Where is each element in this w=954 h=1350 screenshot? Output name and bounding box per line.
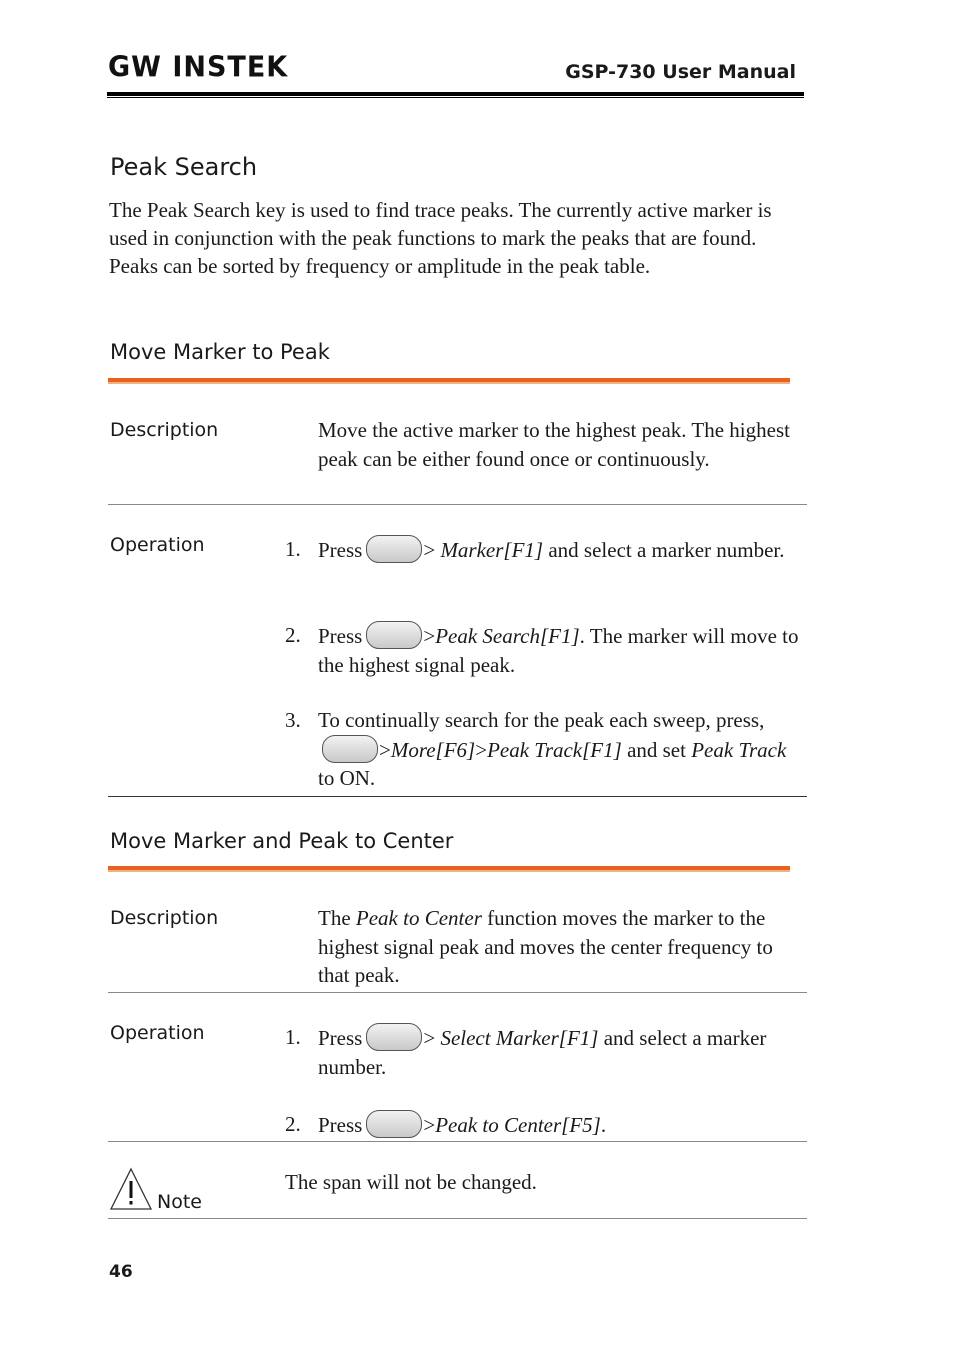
description-text bbox=[318, 904, 802, 990]
step-setting-peak-track: Peak Track bbox=[691, 737, 787, 762]
description-label: Description bbox=[110, 907, 219, 929]
step-command: Marker[F1] bbox=[435, 538, 544, 562]
step-number: 3. bbox=[285, 708, 301, 732]
row-divider bbox=[108, 1218, 807, 1219]
step-text: To continually search for the peak each sweep, press, bbox=[318, 708, 765, 732]
warning-icon bbox=[109, 1167, 153, 1216]
step-separator-2: > bbox=[475, 737, 488, 762]
header-rule bbox=[107, 92, 804, 96]
description-text-start: The bbox=[318, 906, 356, 930]
operation-label: Operation bbox=[110, 534, 205, 556]
step-separator: > bbox=[423, 538, 436, 562]
step-command: Peak Search[F1] bbox=[435, 624, 580, 648]
step-number: 2. bbox=[285, 1112, 301, 1136]
step-command: Select Marker[F1] bbox=[435, 1026, 599, 1050]
section-title: Peak Search bbox=[110, 153, 258, 181]
subsection-bar bbox=[108, 866, 790, 870]
step-number: 1. bbox=[285, 1025, 301, 1049]
peak-search-key-button-3[interactable] bbox=[322, 735, 378, 763]
note-text: The span will not be changed. bbox=[285, 1170, 537, 1194]
step-text-mid: and set bbox=[621, 737, 692, 762]
step-text-tail: and select a marker number. bbox=[318, 1026, 767, 1079]
step-text: Press bbox=[318, 538, 363, 562]
step-text: Press bbox=[318, 624, 363, 648]
peak-search-key-button[interactable] bbox=[366, 621, 422, 649]
operation-step-1 bbox=[285, 1023, 805, 1081]
marker-key-button[interactable] bbox=[366, 1023, 422, 1051]
step-text: Press bbox=[318, 1026, 363, 1050]
manual-title: GSP-730 User Manual bbox=[565, 61, 796, 83]
row-divider bbox=[108, 796, 807, 797]
step-separator: > bbox=[423, 624, 436, 648]
peak-search-key-button[interactable] bbox=[366, 1110, 422, 1138]
row-divider bbox=[108, 504, 807, 505]
step-text-tail: and select a marker number. bbox=[543, 538, 785, 562]
step-text-tail: . bbox=[600, 1113, 607, 1137]
header-rule-thin bbox=[107, 97, 804, 98]
step-text: Press bbox=[318, 1113, 363, 1137]
row-divider bbox=[108, 1141, 807, 1142]
operation-step-2 bbox=[285, 621, 805, 679]
subsection-title-peak-to-center: Move Marker and Peak to Center bbox=[110, 829, 454, 853]
page-number: 46 bbox=[109, 1262, 133, 1282]
operation-step-3 bbox=[285, 706, 805, 794]
operation-step-2 bbox=[285, 1110, 805, 1140]
description-label: Description bbox=[110, 419, 219, 441]
operation-label: Operation bbox=[110, 1022, 205, 1044]
step-number: 2. bbox=[285, 623, 301, 647]
intro-paragraph: The Peak Search key is used to find trace peaks. The currently active marker is used in conjunction with the peak functions to mark the peaks that are found. Peaks can be sorted by frequency or amplitude in the peak table. bbox=[109, 198, 772, 278]
row-divider bbox=[108, 992, 807, 993]
description-text-end: function moves the marker to the highest signal peak and moves the center frequency to that peak. bbox=[318, 906, 773, 987]
step-command-peak-track: Peak Track[F1] bbox=[487, 737, 622, 762]
step-separator: > bbox=[423, 1026, 436, 1050]
description-term: Peak to Center bbox=[355, 906, 482, 930]
step-text-tail: . The marker will move to the highest signal peak. bbox=[318, 624, 799, 677]
description-text: Move the active marker to the highest peak. The highest peak can be either found once or continuously. bbox=[318, 418, 790, 471]
subsection-bar bbox=[108, 378, 790, 382]
step-separator: > bbox=[423, 1113, 436, 1137]
step-number: 1. bbox=[285, 537, 301, 561]
subsection-title-move-marker-to-peak: Move Marker to Peak bbox=[110, 340, 330, 364]
marker-key-button[interactable] bbox=[366, 535, 422, 563]
step-command: Peak to Center[F5] bbox=[435, 1113, 601, 1137]
note-label: Note bbox=[157, 1191, 202, 1213]
operation-step-1 bbox=[285, 535, 805, 593]
step-separator: > bbox=[379, 737, 391, 762]
step-text-tail: to ON. bbox=[318, 766, 376, 790]
step-command-more: More[F6] bbox=[390, 737, 476, 762]
brand-logo: GW INSTEK bbox=[108, 51, 289, 84]
